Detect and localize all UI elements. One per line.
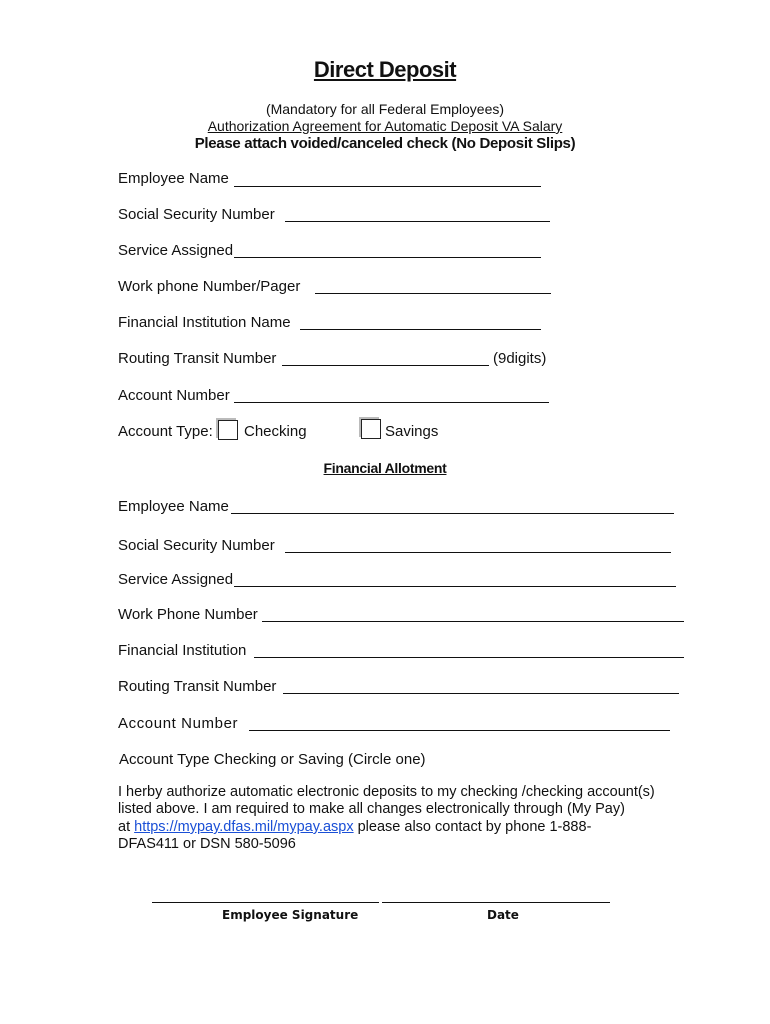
savings-label: Savings: [385, 423, 439, 440]
authorization-line-1: I herby authorize automatic electronic deposits to my checking /checking account(s): [118, 784, 655, 800]
fa-financial-institution-label: Financial Institution: [118, 642, 247, 659]
employee-signature-label: Employee Signature: [222, 908, 359, 922]
dd-financial-institution-label: Financial Institution Name: [118, 314, 291, 331]
mypay-link[interactable]: https://mypay.dfas.mil/mypay.aspx: [134, 819, 354, 835]
employee-signature-line[interactable]: [152, 902, 379, 903]
dd-account-number-label: Account Number: [118, 387, 230, 404]
fa-employee-name-label: Employee Name: [118, 498, 229, 515]
authorization-line-3: [118, 818, 591, 836]
attach-check-instruction: Please attach voided/canceled check (No Deposit Slips): [194, 135, 576, 152]
dd-routing-digits-note: (9digits): [493, 350, 547, 367]
checking-label: Checking: [244, 423, 307, 440]
subtitle-mandatory: (Mandatory for all Federal Employees): [265, 101, 505, 117]
dd-routing-label: Routing Transit Number: [118, 350, 277, 367]
dd-service-assigned-label: Service Assigned: [118, 242, 234, 259]
authorization-line-2: listed above. I am required to make all changes electronically through (My Pay): [118, 801, 625, 817]
fa-routing-field[interactable]: [283, 693, 679, 694]
financial-allotment-title: Financial Allotment: [323, 460, 447, 476]
authorization-at-text: at: [118, 819, 135, 835]
page-title: Direct Deposit: [313, 57, 457, 82]
fa-service-assigned-field[interactable]: [234, 586, 676, 587]
fa-ssn-label: Social Security Number: [118, 537, 275, 554]
authorization-contact-text: please also contact by phone 1-888-: [353, 819, 592, 835]
fa-ssn-field[interactable]: [285, 552, 671, 553]
date-label: Date: [487, 908, 519, 922]
dd-work-phone-field[interactable]: [315, 293, 551, 294]
fa-work-phone-label: Work Phone Number: [118, 606, 258, 623]
dd-employee-name-field[interactable]: [234, 186, 541, 187]
fa-routing-label: Routing Transit Number: [118, 678, 277, 695]
fa-work-phone-field[interactable]: [262, 621, 684, 622]
checking-checkbox[interactable]: [218, 420, 238, 440]
dd-work-phone-label: Work phone Number/Pager: [118, 278, 301, 295]
fa-employee-name-field[interactable]: [231, 513, 674, 514]
fa-account-number-label: Account Number: [118, 715, 239, 732]
date-line[interactable]: [382, 902, 610, 903]
fa-service-assigned-label: Service Assigned: [118, 571, 234, 588]
dd-ssn-field[interactable]: [285, 221, 550, 222]
dd-employee-name-label: Employee Name: [118, 170, 229, 187]
savings-checkbox[interactable]: [361, 419, 381, 439]
dd-financial-institution-field[interactable]: [300, 329, 541, 330]
fa-account-type-instruction: Account Type Checking or Saving (Circle one): [119, 751, 426, 768]
fa-financial-institution-field[interactable]: [254, 657, 684, 658]
authorization-line-4: DFAS411 or DSN 580-5096: [118, 836, 296, 852]
dd-ssn-label: Social Security Number: [118, 206, 275, 223]
dd-routing-field[interactable]: [282, 365, 489, 366]
fa-account-number-field[interactable]: [249, 730, 670, 731]
dd-account-type-label: Account Type:: [118, 423, 213, 440]
dd-service-assigned-field[interactable]: [234, 257, 541, 258]
dd-account-number-field[interactable]: [234, 402, 549, 403]
subtitle-authorization: Authorization Agreement for Automatic Deposit VA Salary: [207, 118, 563, 134]
